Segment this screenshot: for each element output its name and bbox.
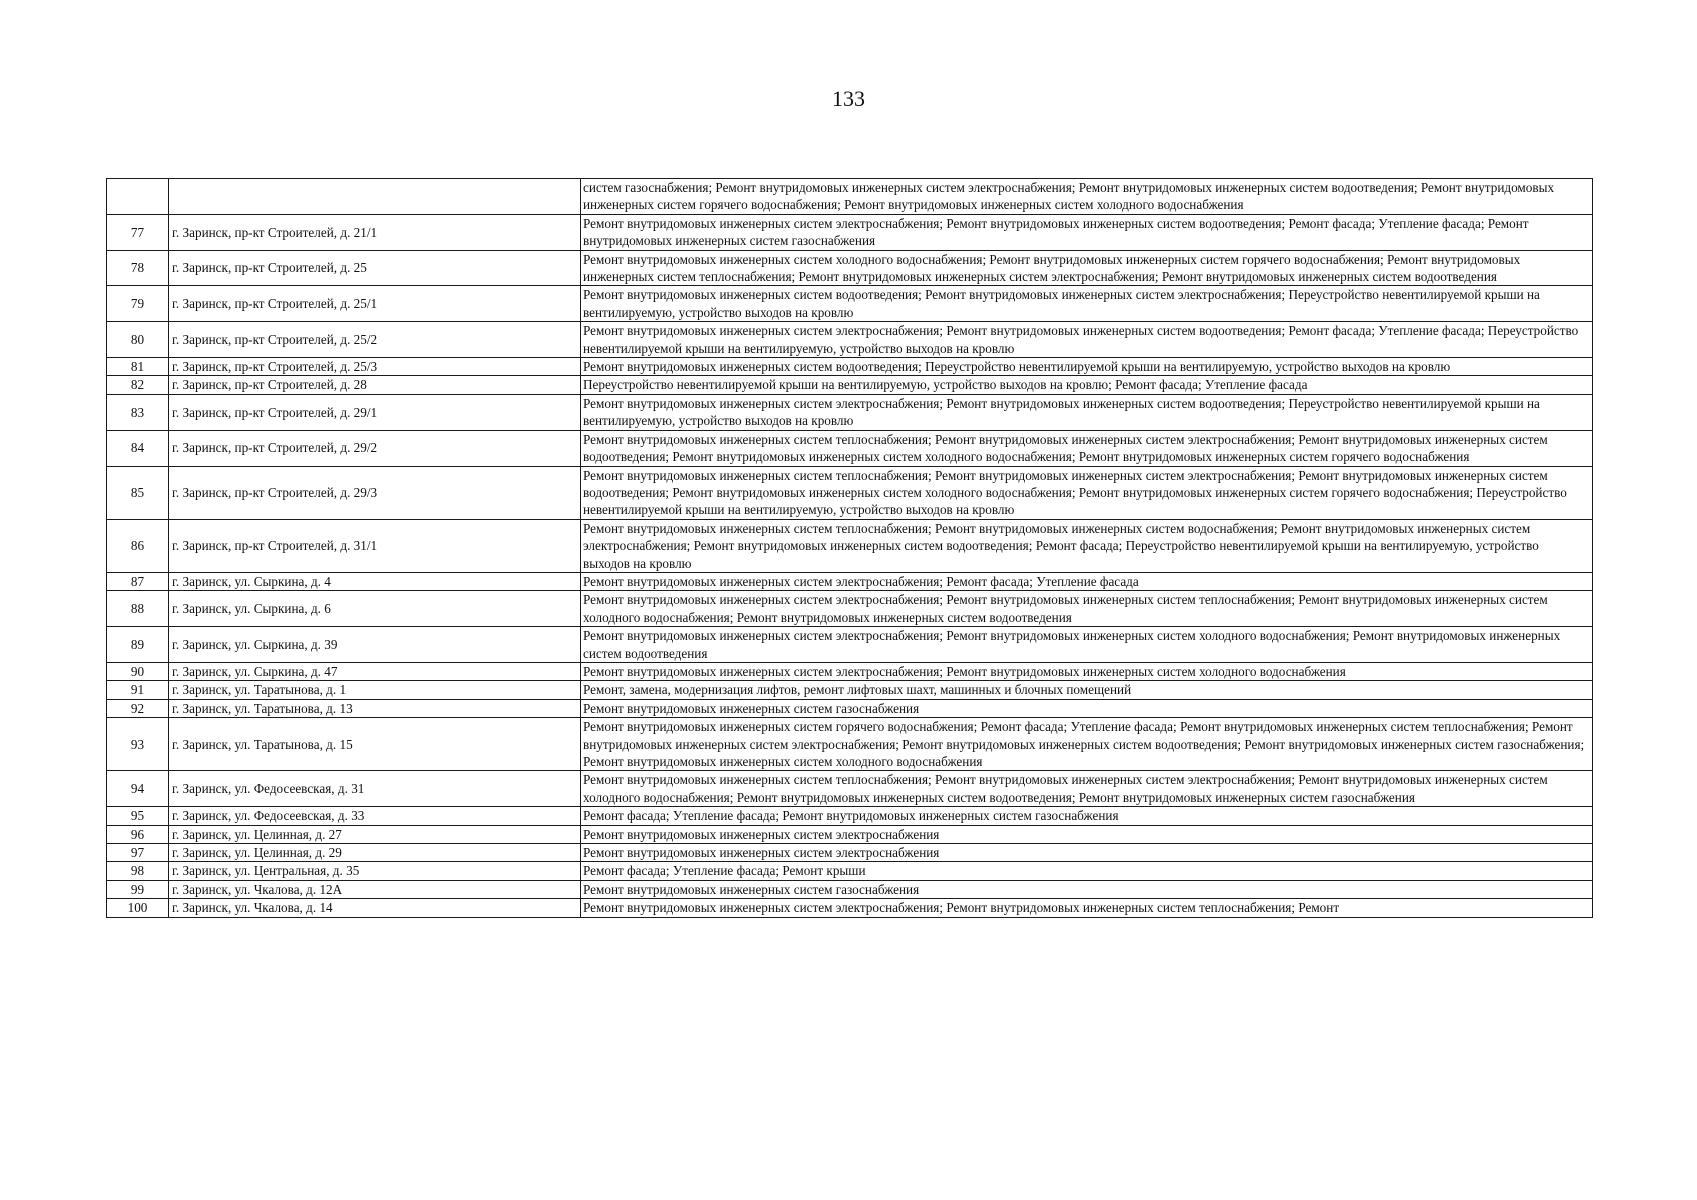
address-cell: г. Заринск, пр-кт Строителей, д. 29/3 bbox=[169, 466, 581, 519]
works-cell: Ремонт внутридомовых инженерных систем электроснабжения; Ремонт внутридомовых инженерных систем холодного водоснабжения; Ремонт внутридомовых инженерных систем водоотведения bbox=[581, 627, 1593, 663]
address-cell: г. Заринск, пр-кт Строителей, д. 25/3 bbox=[169, 358, 581, 376]
table-row bbox=[107, 430, 1593, 466]
address-cell: г. Заринск, ул. Центральная, д. 35 bbox=[169, 862, 581, 880]
table-row bbox=[107, 466, 1593, 519]
works-cell: Ремонт внутридомовых инженерных систем газоснабжения bbox=[581, 699, 1593, 717]
row-number-cell bbox=[107, 179, 169, 215]
address-cell: г. Заринск, ул. Сыркина, д. 6 bbox=[169, 591, 581, 627]
address-cell: г. Заринск, пр-кт Строителей, д. 21/1 bbox=[169, 214, 581, 250]
row-number-cell: 94 bbox=[107, 771, 169, 807]
works-cell: Переустройство невентилируемой крыши на вентилируемую, устройство выходов на кровлю; Ремонт фасада; Утепление фасада bbox=[581, 376, 1593, 394]
address-cell: г. Заринск, ул. Федосеевская, д. 31 bbox=[169, 771, 581, 807]
row-number-cell: 90 bbox=[107, 662, 169, 680]
works-cell: Ремонт внутридомовых инженерных систем теплоснабжения; Ремонт внутридомовых инженерных систем водоснабжения; Ремонт внутридомовых инженерных систем электроснабжения; Ремонт внутридомовых инженерных систем водоотведения; Ремонт фасада; Переустройство невентилируемой крыши на вентилируемую, устройство выходов на кровлю bbox=[581, 519, 1593, 572]
address-cell: г. Заринск, ул. Таратынова, д. 15 bbox=[169, 718, 581, 771]
table-row bbox=[107, 322, 1593, 358]
page-number: 133 bbox=[832, 86, 865, 111]
address-cell: г. Заринск, ул. Чкалова, д. 14 bbox=[169, 899, 581, 917]
address-cell: г. Заринск, ул. Таратынова, д. 1 bbox=[169, 681, 581, 699]
works-cell: Ремонт внутридомовых инженерных систем электроснабжения bbox=[581, 825, 1593, 843]
row-number-cell: 85 bbox=[107, 466, 169, 519]
works-cell: Ремонт внутридомовых инженерных систем теплоснабжения; Ремонт внутридомовых инженерных систем электроснабжения; Ремонт внутридомовых инженерных систем холодного водоснабжения; Ремонт внутридомовых инженерных систем водоотведения; Ремонт внутридомовых инженерных систем газоснабжения bbox=[581, 771, 1593, 807]
works-cell: Ремонт внутридомовых инженерных систем электроснабжения bbox=[581, 844, 1593, 862]
table-row bbox=[107, 519, 1593, 572]
row-number-cell: 84 bbox=[107, 430, 169, 466]
table-row bbox=[107, 862, 1593, 880]
table-row bbox=[107, 358, 1593, 376]
address-cell: г. Заринск, пр-кт Строителей, д. 29/1 bbox=[169, 394, 581, 430]
works-cell: Ремонт внутридомовых инженерных систем теплоснабжения; Ремонт внутридомовых инженерных систем электроснабжения; Ремонт внутридомовых инженерных систем водоотведения; Ремонт внутридомовых инженерных систем холодного водоснабжения; Ремонт внутридомовых инженерных систем горячего водоснабжения bbox=[581, 430, 1593, 466]
works-cell: Ремонт фасада; Утепление фасада; Ремонт внутридомовых инженерных систем газоснабжения bbox=[581, 807, 1593, 825]
table-row bbox=[107, 844, 1593, 862]
row-number-cell: 88 bbox=[107, 591, 169, 627]
table-row bbox=[107, 627, 1593, 663]
row-number-cell: 93 bbox=[107, 718, 169, 771]
table-row bbox=[107, 572, 1593, 590]
works-table-body bbox=[107, 179, 1593, 918]
address-cell: г. Заринск, ул. Целинная, д. 27 bbox=[169, 825, 581, 843]
address-cell: г. Заринск, ул. Сыркина, д. 39 bbox=[169, 627, 581, 663]
row-number-cell: 98 bbox=[107, 862, 169, 880]
table-row bbox=[107, 376, 1593, 394]
address-cell: г. Заринск, ул. Федосеевская, д. 33 bbox=[169, 807, 581, 825]
table-row bbox=[107, 591, 1593, 627]
table-row bbox=[107, 250, 1593, 286]
row-number-cell: 81 bbox=[107, 358, 169, 376]
works-cell: Ремонт внутридомовых инженерных систем электроснабжения; Ремонт фасада; Утепление фасада bbox=[581, 572, 1593, 590]
works-cell: Ремонт внутридомовых инженерных систем газоснабжения bbox=[581, 880, 1593, 898]
row-number-cell: 96 bbox=[107, 825, 169, 843]
table-row bbox=[107, 286, 1593, 322]
works-cell: Ремонт внутридомовых инженерных систем электроснабжения; Ремонт внутридомовых инженерных систем теплоснабжения; Ремонт внутридомовых инженерных систем холодного водоснабжения; Ремонт внутридомовых инженерных систем водоотведения bbox=[581, 591, 1593, 627]
works-table bbox=[106, 178, 1593, 918]
address-cell: г. Заринск, ул. Сыркина, д. 4 bbox=[169, 572, 581, 590]
table-row bbox=[107, 662, 1593, 680]
row-number-cell: 95 bbox=[107, 807, 169, 825]
table-row bbox=[107, 825, 1593, 843]
works-cell: Ремонт, замена, модернизация лифтов, ремонт лифтовых шахт, машинных и блочных помещений bbox=[581, 681, 1593, 699]
address-cell: г. Заринск, пр-кт Строителей, д. 28 bbox=[169, 376, 581, 394]
row-number-cell: 86 bbox=[107, 519, 169, 572]
works-cell: Ремонт внутридомовых инженерных систем электроснабжения; Ремонт внутридомовых инженерных систем водоотведения; Ремонт фасада; Утепление фасада; Ремонт внутридомовых инженерных систем газоснабжения bbox=[581, 214, 1593, 250]
row-number-cell: 91 bbox=[107, 681, 169, 699]
address-cell: г. Заринск, пр-кт Строителей, д. 25/2 bbox=[169, 322, 581, 358]
address-cell: г. Заринск, пр-кт Строителей, д. 31/1 bbox=[169, 519, 581, 572]
address-cell: г. Заринск, пр-кт Строителей, д. 25/1 bbox=[169, 286, 581, 322]
address-cell bbox=[169, 179, 581, 215]
row-number-cell: 87 bbox=[107, 572, 169, 590]
address-cell: г. Заринск, ул. Чкалова, д. 12А bbox=[169, 880, 581, 898]
address-cell: г. Заринск, ул. Сыркина, д. 47 bbox=[169, 662, 581, 680]
row-number-cell: 79 bbox=[107, 286, 169, 322]
row-number-cell: 89 bbox=[107, 627, 169, 663]
row-number-cell: 92 bbox=[107, 699, 169, 717]
works-cell: систем газоснабжения; Ремонт внутридомовых инженерных систем электроснабжения; Ремонт внутридомовых инженерных систем водоотведения; Ремонт внутридомовых инженерных систем горячего водоснабжения; Ремонт внутридомовых инженерных систем холодного водоснабжения bbox=[581, 179, 1593, 215]
works-cell: Ремонт внутридомовых инженерных систем холодного водоснабжения; Ремонт внутридомовых инженерных систем горячего водоснабжения; Ремонт внутридомовых инженерных систем теплоснабжения; Ремонт внутридомовых инженерных систем электроснабжения; Ремонт внутридомовых инженерных систем водоотведения bbox=[581, 250, 1593, 286]
table-row bbox=[107, 771, 1593, 807]
row-number-cell: 78 bbox=[107, 250, 169, 286]
works-cell: Ремонт внутридомовых инженерных систем водоотведения; Ремонт внутридомовых инженерных систем электроснабжения; Переустройство невентилируемой крыши на вентилируемую, устройство выходов на кровлю bbox=[581, 286, 1593, 322]
works-cell: Ремонт фасада; Утепление фасада; Ремонт крыши bbox=[581, 862, 1593, 880]
works-cell: Ремонт внутридомовых инженерных систем водоотведения; Переустройство невентилируемой крыши на вентилируемую, устройство выходов на кровлю bbox=[581, 358, 1593, 376]
table-row bbox=[107, 880, 1593, 898]
works-cell: Ремонт внутридомовых инженерных систем электроснабжения; Ремонт внутридомовых инженерных систем холодного водоснабжения bbox=[581, 662, 1593, 680]
row-number-cell: 77 bbox=[107, 214, 169, 250]
table-row bbox=[107, 718, 1593, 771]
address-cell: г. Заринск, пр-кт Строителей, д. 29/2 bbox=[169, 430, 581, 466]
works-cell: Ремонт внутридомовых инженерных систем теплоснабжения; Ремонт внутридомовых инженерных систем электроснабжения; Ремонт внутридомовых инженерных систем водоотведения; Ремонт внутридомовых инженерных систем холодного водоснабжения; Ремонт внутридомовых инженерных систем горячего водоснабжения; Переустройство невентилируемой крыши на вентилируемую, устройство выходов на кровлю bbox=[581, 466, 1593, 519]
address-cell: г. Заринск, ул. Целинная, д. 29 bbox=[169, 844, 581, 862]
table-row bbox=[107, 179, 1593, 215]
row-number-cell: 83 bbox=[107, 394, 169, 430]
row-number-cell: 99 bbox=[107, 880, 169, 898]
works-cell: Ремонт внутридомовых инженерных систем электроснабжения; Ремонт внутридомовых инженерных систем водоотведения; Переустройство невентилируемой крыши на вентилируемую, устройство выходов на кровлю bbox=[581, 394, 1593, 430]
row-number-cell: 80 bbox=[107, 322, 169, 358]
table-row bbox=[107, 214, 1593, 250]
table-row bbox=[107, 681, 1593, 699]
table-row bbox=[107, 394, 1593, 430]
row-number-cell: 100 bbox=[107, 899, 169, 917]
table-row bbox=[107, 807, 1593, 825]
works-cell: Ремонт внутридомовых инженерных систем электроснабжения; Ремонт внутридомовых инженерных систем теплоснабжения; Ремонт bbox=[581, 899, 1593, 917]
row-number-cell: 97 bbox=[107, 844, 169, 862]
address-cell: г. Заринск, пр-кт Строителей, д. 25 bbox=[169, 250, 581, 286]
table-row bbox=[107, 699, 1593, 717]
row-number-cell: 82 bbox=[107, 376, 169, 394]
address-cell: г. Заринск, ул. Таратынова, д. 13 bbox=[169, 699, 581, 717]
works-cell: Ремонт внутридомовых инженерных систем электроснабжения; Ремонт внутридомовых инженерных систем водоотведения; Ремонт фасада; Утепление фасада; Переустройство невентилируемой крыши на вентилируемую, устройство выходов на кровлю bbox=[581, 322, 1593, 358]
works-cell: Ремонт внутридомовых инженерных систем горячего водоснабжения; Ремонт фасада; Утепление фасада; Ремонт внутридомовых инженерных систем теплоснабжения; Ремонт внутридомовых инженерных систем электроснабжения; Ремонт внутридомовых инженерных систем водоотведения; Ремонт внутридомовых инженерных систем газоснабжения; Ремонт внутридомовых инженерных систем холодного водоснабжения bbox=[581, 718, 1593, 771]
table-row bbox=[107, 899, 1593, 917]
